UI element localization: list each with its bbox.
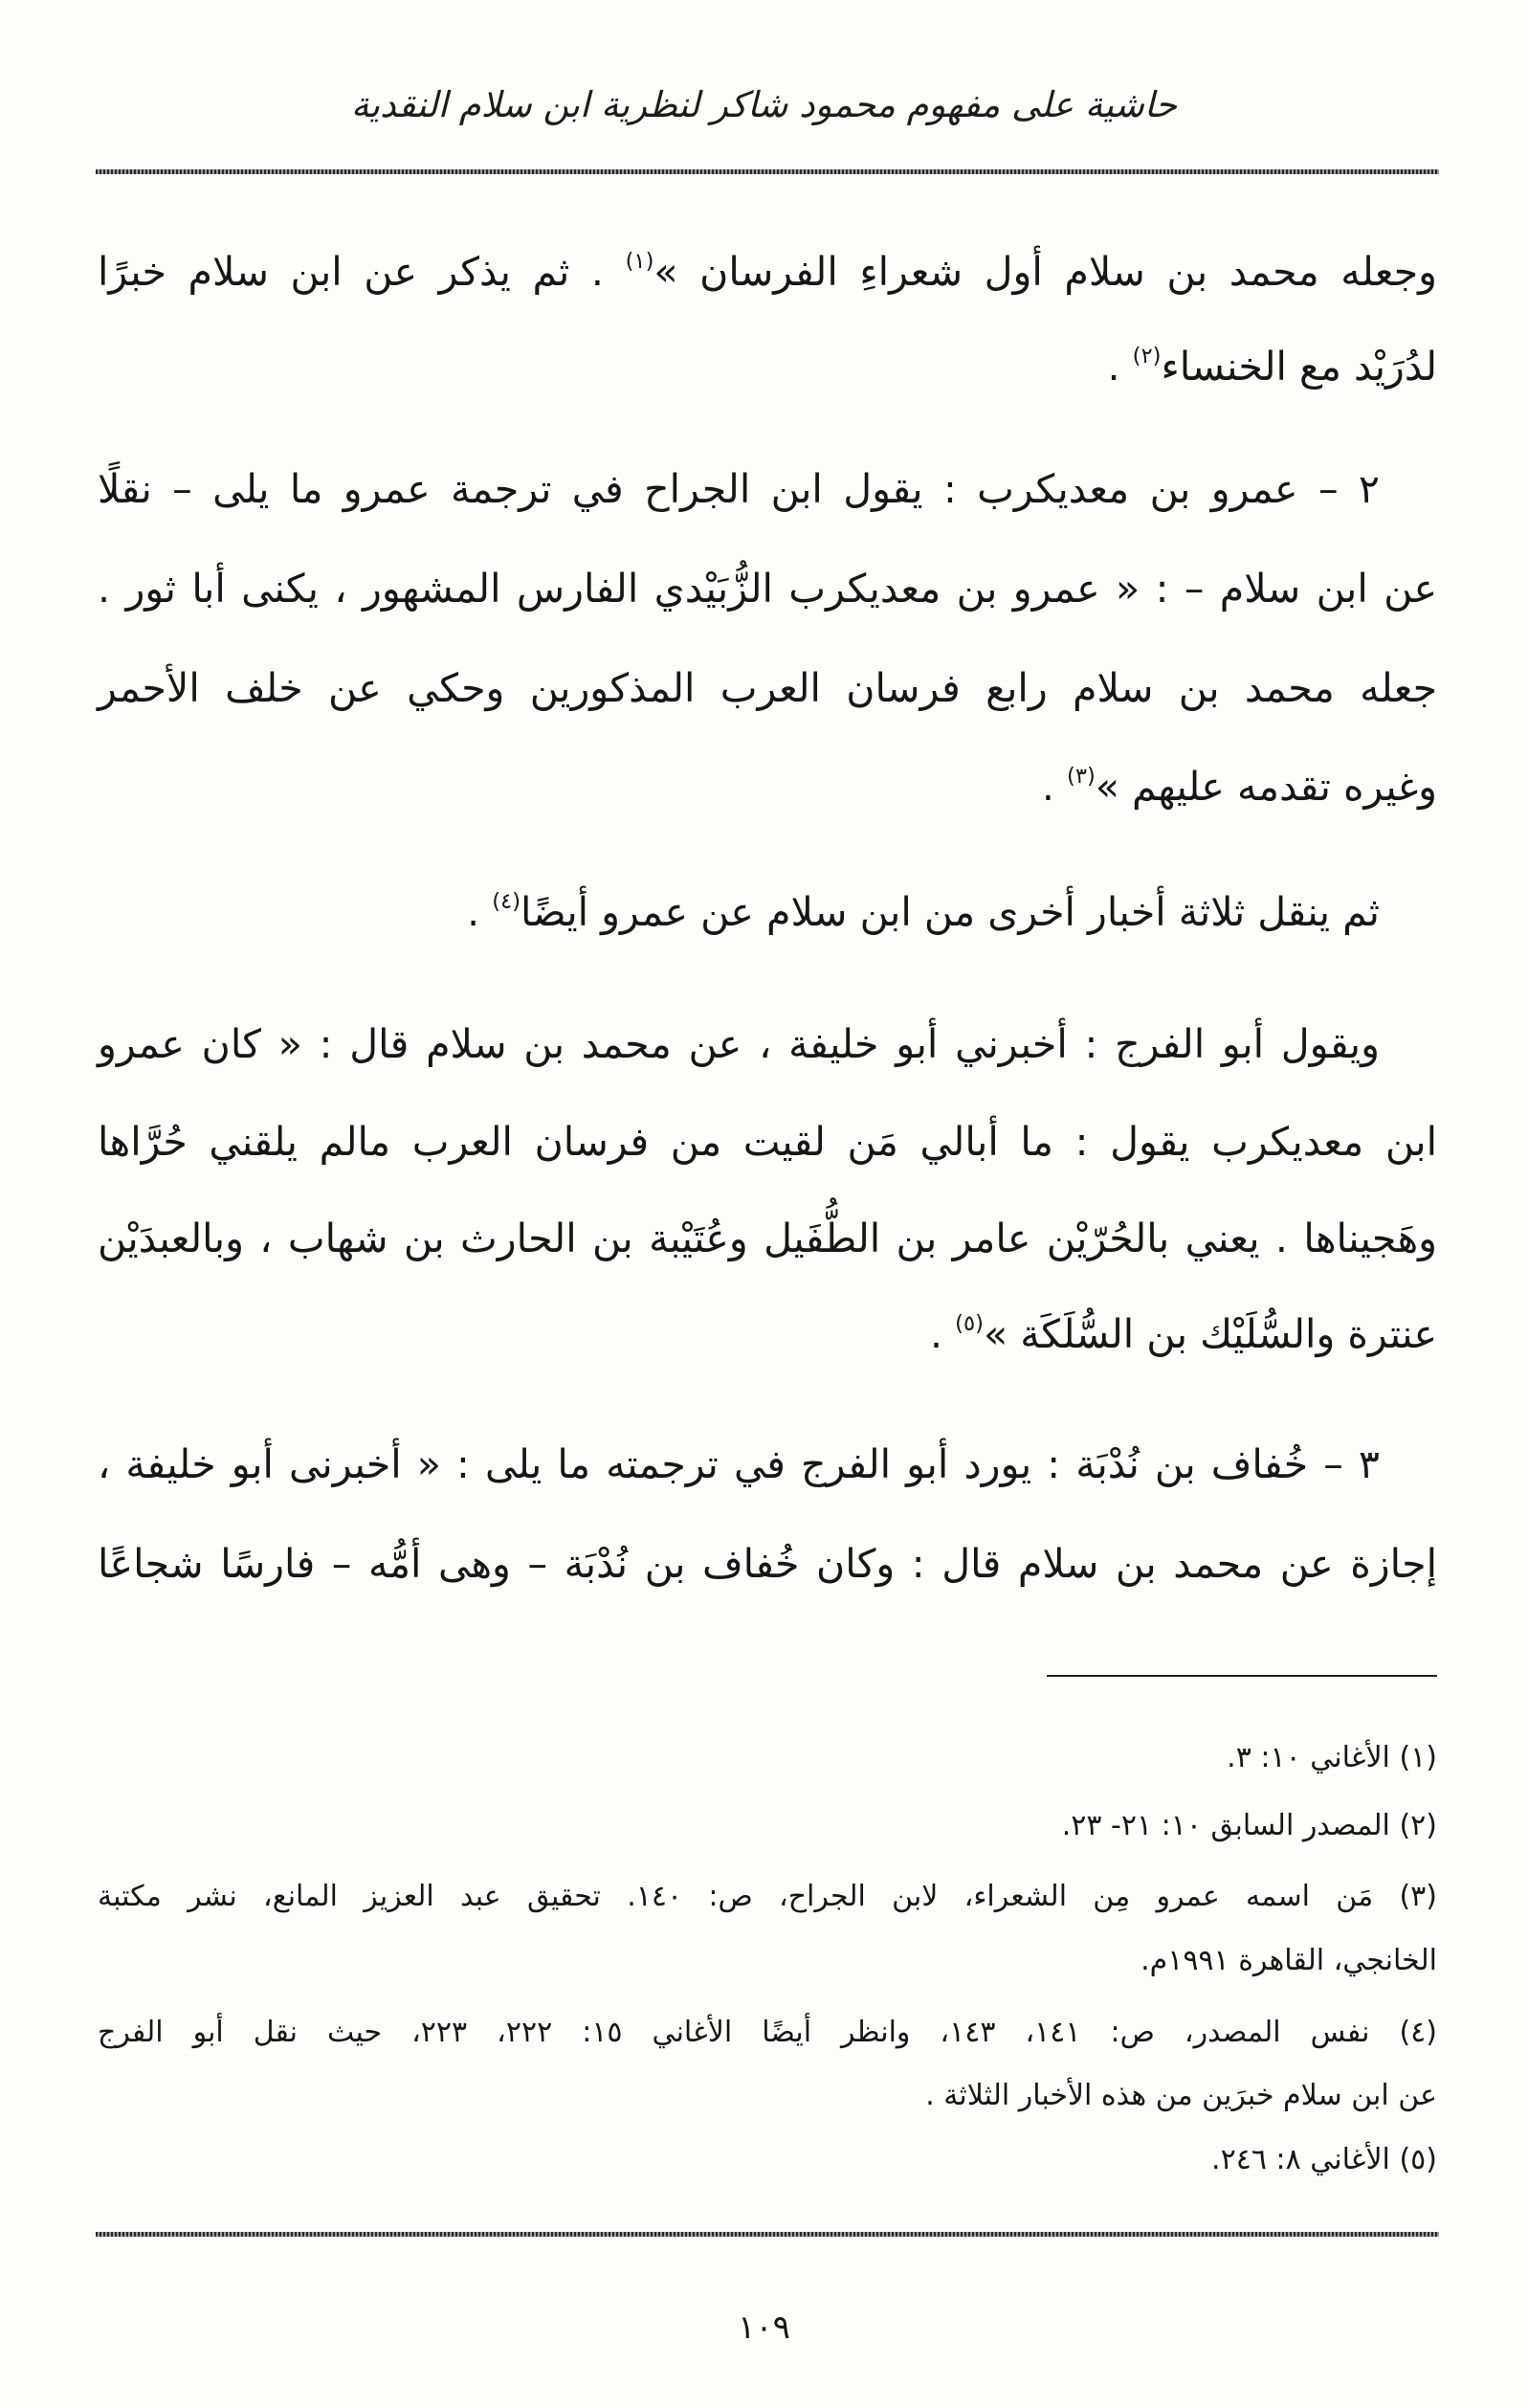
body-line: [98, 640, 1437, 736]
footnote-line: [98, 2129, 1437, 2191]
line-text: . ثم يذكر عن ابن سلام خبرًا: [98, 249, 626, 295]
body-line: [98, 739, 1437, 835]
footnote-reference: (٤): [492, 888, 521, 914]
line-text: ٣ – خُفاف بن نُدْبَة : يورد أبو الفرج في ترجمته ما يلى : « أخبرنى أبو خليفة ،: [98, 1441, 1380, 1487]
line-text: ٢ – عمرو بن معديكرب : يقول ابن الجراح في ترجمة عمرو ما يلى – نقلًا: [98, 466, 1380, 512]
footnote-reference: (٢): [1132, 343, 1162, 368]
footnote-line: [98, 1728, 1437, 1789]
body-line: [98, 1416, 1437, 1512]
footnote-text: المصدر السابق ١٠: ٢١- ٢٣.: [1061, 1809, 1390, 1842]
line-text: ويقول أبو الفرج : أخبرني أبو خليفة ، عن محمد بن سلام قال : « كان عمرو: [98, 1021, 1380, 1067]
line-text: وجعله محمد بن سلام أول شعراءِ الفرسان »: [653, 249, 1437, 295]
footnote-reference: (١): [625, 248, 654, 274]
line-text: .: [1041, 764, 1067, 810]
body-line: [98, 996, 1437, 1092]
line-text: ثم ينقل ثلاثة أخبار أخرى من ابن سلام عن عمرو أيضًا: [520, 889, 1380, 935]
line-text: .: [930, 1311, 956, 1357]
footnote-text: الأغاني ٨: ٢٤٦.: [1211, 2143, 1390, 2176]
footnote-text: عن ابن سلام خبرَين من هذه الأخبار الثلاثة .: [925, 2079, 1437, 2112]
footnote-line: [98, 2002, 1437, 2063]
line-text: .: [467, 889, 493, 935]
body-line: [98, 224, 1437, 320]
footnote-line: [98, 1930, 1437, 1992]
footnote-text: الأغاني ١٠: ٣.: [1227, 1741, 1390, 1774]
footnote-text: مَن اسمه عمرو مِن الشعراء، لابن الجراح، ص: ١٤٠. تحقيق عبد العزيز المانع، نشر مكتبة: [98, 1880, 1374, 1913]
footnote-number: (١): [1399, 1741, 1437, 1774]
footnote-number: (٤): [1399, 2016, 1438, 2049]
header-rule: [96, 169, 1439, 174]
footer-rule: [96, 2232, 1439, 2237]
footnote-text: الخانجي، القاهرة ١٩٩١م.: [1140, 1944, 1437, 1977]
footnote-line: [98, 1866, 1437, 1928]
footnote-text: نفس المصدر، ص: ١٤١، ١٤٣، وانظر أيضًا الأغاني ١٥: ٢٢٢، ٢٢٣، حيث نقل أبو الفرج: [98, 2016, 1370, 2049]
body-line: [98, 441, 1437, 537]
body-line: [98, 1191, 1437, 1286]
line-text: وغيره تقدمه عليهم »: [1095, 764, 1437, 810]
line-text: عنترة والسُّلَيْك بن السُّلَكَة »: [983, 1311, 1437, 1357]
footnote-reference: (٣): [1066, 763, 1096, 789]
footnote-reference: (٥): [955, 1310, 984, 1336]
body-line: [98, 1286, 1437, 1382]
body-line: [98, 319, 1437, 414]
line-text: .: [1107, 344, 1133, 390]
line-text: ابن معديكرب يقول : ما أبالي مَن لقيت من فرسان العرب مالم يلقني حُرَّاها: [98, 1119, 1437, 1165]
footnote-number: (٢): [1399, 1809, 1437, 1842]
line-text: وهَجيناها . يعني بالحُرّيْن عامر بن الطُّفَيل وعُتَيْبة بن الحارث بن شهاب ، وبالعبدَيْن: [98, 1215, 1437, 1261]
line-text: جعله محمد بن سلام رابع فرسان العرب المذكورين وحكي عن خلف الأحمر: [98, 665, 1437, 711]
body-line: [98, 864, 1437, 960]
footnote-number: (٣): [1399, 1880, 1437, 1913]
footnote-number: (٥): [1399, 2143, 1437, 2176]
line-text: عن ابن سلام – : « عمرو بن معديكرب الزُّبَيْدي الفارس المشهور ، يكنى أبا ثور .: [98, 566, 1437, 612]
footnote-separator: [1047, 1675, 1437, 1677]
line-text: إجازة عن محمد بن سلام قال : وكان خُفاف بن نُدْبَة – وهى أمُّه – فارسًا شجاعًا: [98, 1541, 1437, 1587]
body-line: [98, 1516, 1437, 1612]
body-line: [98, 541, 1437, 636]
body-line: [98, 1094, 1437, 1190]
page-number: ١٠٩: [738, 2308, 790, 2347]
footnote-line: [98, 1795, 1437, 1857]
running-header-title: حاشية على مفهوم محمود شاكر لنظرية ابن سلام النقدية: [350, 84, 1178, 125]
line-text: لدُرَيْد مع الخنساء: [1161, 344, 1437, 390]
footnote-line: [98, 2065, 1437, 2127]
